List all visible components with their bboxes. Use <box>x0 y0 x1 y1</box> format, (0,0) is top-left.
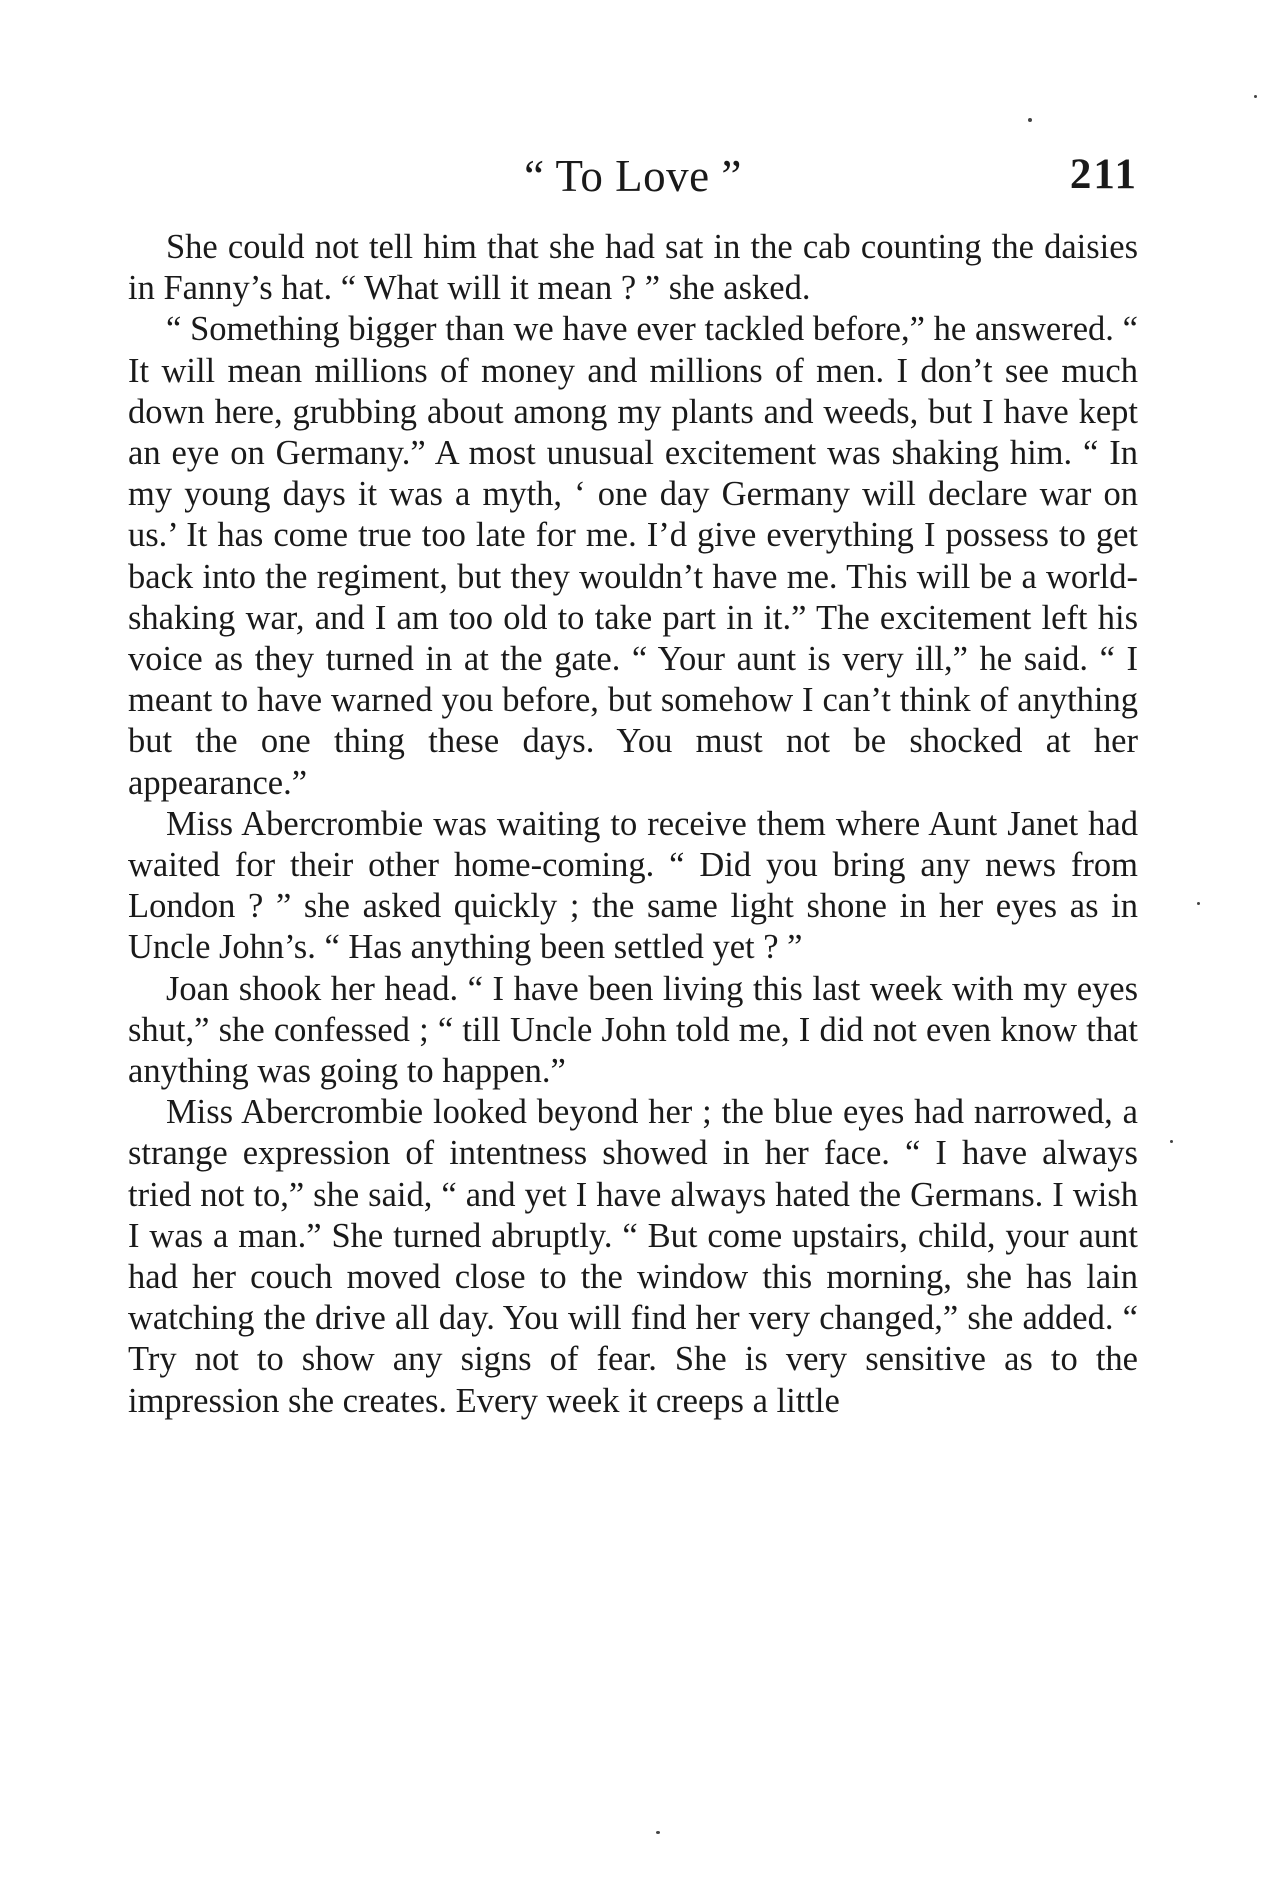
scan-speck <box>656 1831 660 1834</box>
page-header <box>128 150 1138 210</box>
page-number: 211 <box>1069 151 1138 198</box>
paragraph: “ Something bigger than we have ever tackled before,” he answered. “ It will mean millions of money and millions of men. I don’t see much down here, grubbing about among my plants and weeds, but I have kept an eye on Germany.” A most unusual excitement was shaking him. “ In my young days it was a myth, ‘ one day Germany will declare war on us.’ It has come true too late for me. I’d give everything I possess to get back into the regiment, but they wouldn’t have me. This will be a world-shaking war, and I am too old to take part in it.” The excitement left his voice as they turned in at the gate. “ Your aunt is very ill,” he said. “ I meant to have warned you before, but somehow I can’t think of anything but the one thing these days. You must not be shocked at her appearance.” <box>128 310 1138 802</box>
paragraph: Joan shook her head. “ I have been living this last week with my eyes shut,” she confessed ; “ till Uncle John told me, I did not even know that anything was going to happen.” <box>128 969 1138 1091</box>
paragraph: She could not tell him that she had sat in the cab counting the daisies in Fanny’s hat. “ What will it mean ? ” she asked. <box>128 228 1138 308</box>
scan-speck <box>1028 118 1032 122</box>
scan-speck <box>1170 1140 1173 1143</box>
body-text <box>128 227 1138 1422</box>
paragraph: Miss Abercrombie was waiting to receive them where Aunt Janet had waited for their other home-coming. “ Did you bring any news from London ? ” she asked quickly ; the same light shone in her eyes as in Uncle John’s. “ Has anything been settled yet ? ” <box>128 804 1138 967</box>
scan-speck <box>1254 95 1257 98</box>
scan-speck <box>1197 902 1200 905</box>
paragraph: Miss Abercrombie looked beyond her ; the blue eyes had narrowed, a strange expression of intentness showed in her face. “ I have always tried not to,” she said, “ and yet I have always hated the Germans. I wish I was a man.” She turned abruptly. “ But come upstairs, child, your aunt had her couch moved close to the window this morning, she has lain watching the drive all day. You will find her very changed,” she added. “ Try not to show any signs of fear. She is very sensitive as to the impression she creates. Every week it creeps a little <box>128 1093 1138 1420</box>
running-title: “ To Love ” <box>524 151 742 201</box>
